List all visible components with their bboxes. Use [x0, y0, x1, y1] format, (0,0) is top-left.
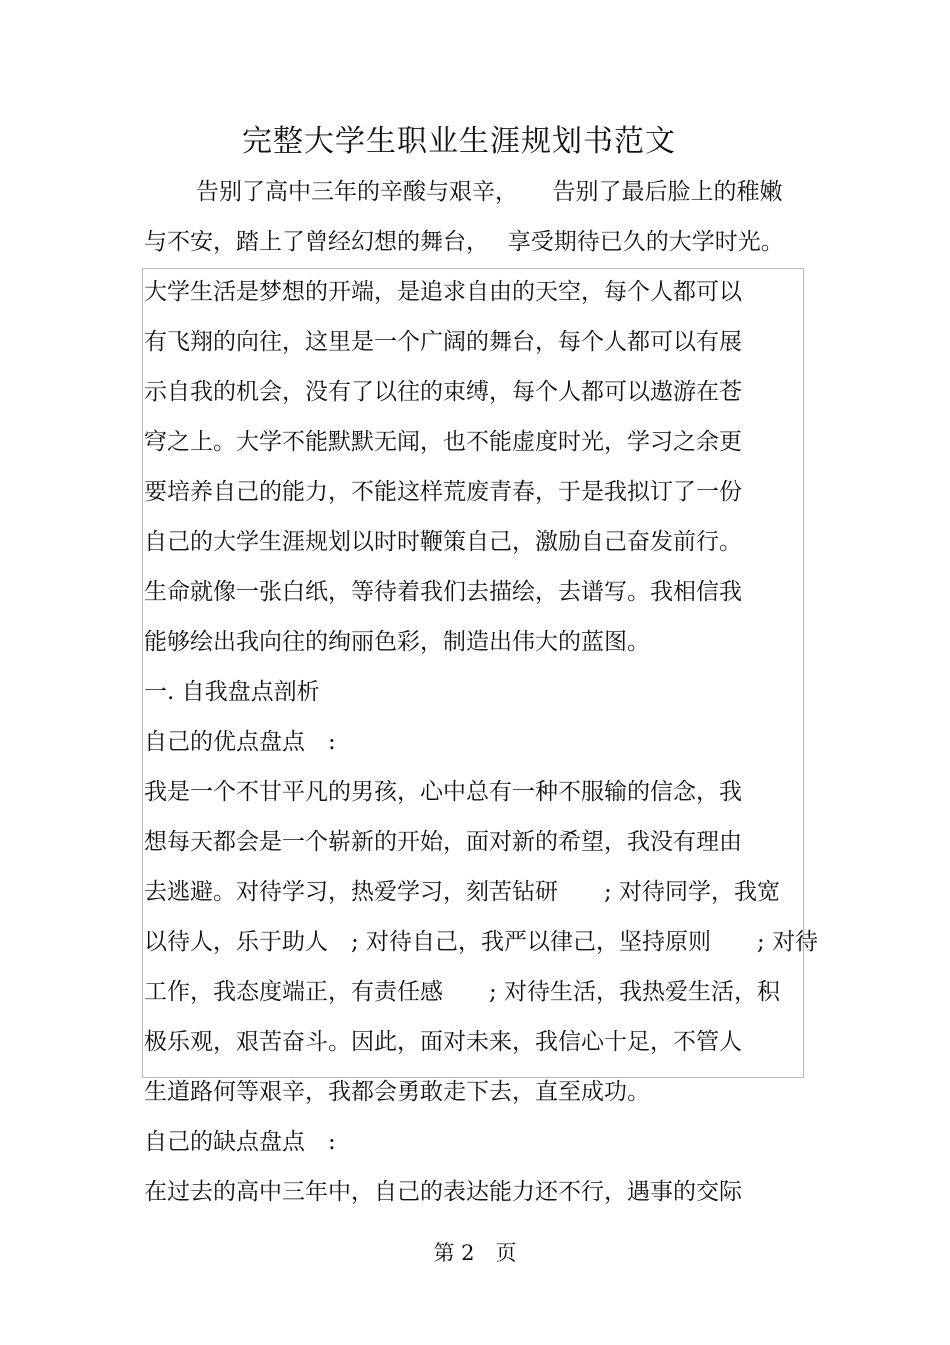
text-line: 有飞翔的向往，这里是一个广阔的舞台，每个人都可以有展: [144, 329, 742, 355]
text-line: 想每天都会是一个崭新的开始，面对新的希望，我没有理由: [144, 829, 742, 855]
text-line: 去逃避。对待学习，热爱学习，刻苦钻研 ; 对待同学，我宽: [144, 879, 781, 905]
text-line: 工作，我态度端正，有责任感 ; 对待生活，我热爱生活，积: [144, 979, 781, 1005]
text-line: 自己的大学生涯规划以时时鞭策自己，激励自己奋发前行。: [144, 529, 742, 555]
text-line: 要培养自己的能力，不能这样荒废青春，于是我拟订了一份: [144, 479, 742, 505]
text-line: 告别了高中三年的辛酸与艰辛， 告别了最后脸上的稚嫩: [196, 179, 783, 205]
text-line: 与不安，踏上了曾经幻想的舞台， 享受期待已久的大学时光。: [144, 229, 784, 255]
text-line: 穹之上。大学不能默默无闻，也不能虚度时光，学习之余更: [144, 429, 742, 455]
text-line: 极乐观，艰苦奋斗。因此，面对未来，我信心十足，不管人: [144, 1029, 742, 1055]
page-number: 第 2 页: [433, 1241, 517, 1265]
subheading: 自己的优点盘点 :: [144, 729, 336, 755]
text-line: 示自我的机会，没有了以往的束缚，每个人都可以遨游在苍: [144, 379, 742, 405]
subheading: 自己的缺点盘点 :: [144, 1129, 336, 1155]
text-line: 以待人，乐于助人 ; 对待自己，我严以律己，坚持原则 ; 对待: [144, 929, 819, 955]
text-line: 生命就像一张白纸，等待着我们去描绘，去谱写。我相信我: [144, 579, 742, 605]
text-line: 能够绘出我向往的绚丽色彩，制造出伟大的蓝图。: [144, 629, 650, 655]
text-line: 我是一个不甘平凡的男孩，心中总有一种不服输的信念，我: [144, 779, 742, 805]
page-title: 完整大学生职业生涯规划书范文: [242, 124, 676, 159]
text-line: 生道路何等艰辛，我都会勇敢走下去，直至成功。: [144, 1079, 650, 1105]
section-heading: 一. 自我盘点剖析: [144, 679, 320, 705]
text-line: 大学生活是梦想的开端，是追求自由的天空，每个人都可以: [144, 279, 742, 305]
text-line: 在过去的高中三年中，自己的表达能力还不行，遇事的交际: [144, 1179, 742, 1205]
